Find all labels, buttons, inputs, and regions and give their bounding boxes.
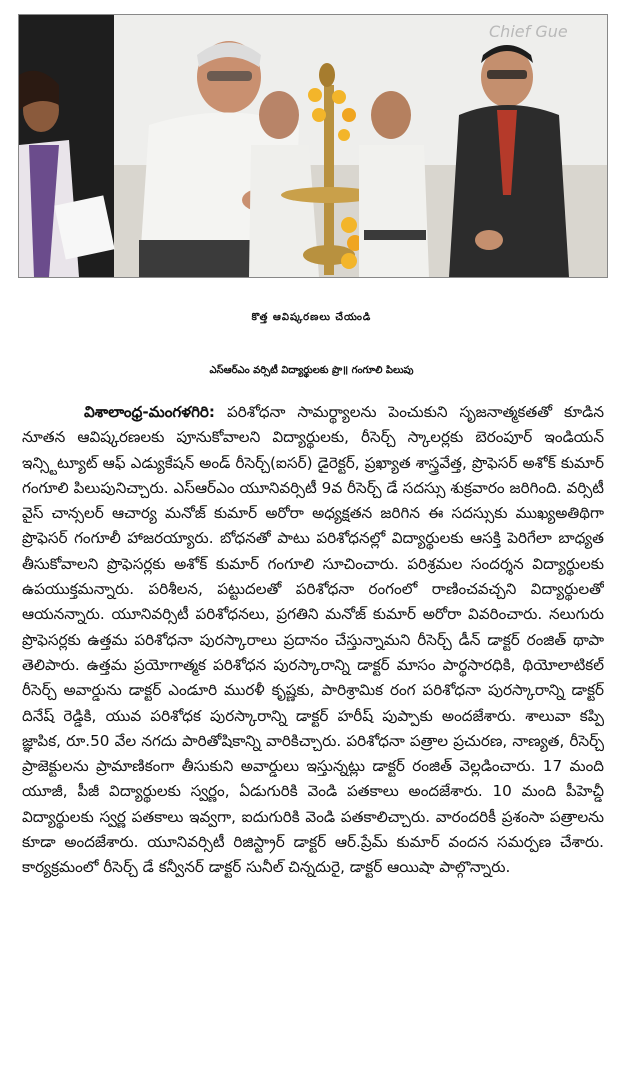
news-photo xyxy=(18,14,608,278)
lamp-lighting-photo xyxy=(19,15,607,277)
article-text: పరిశోధనా సామర్థ్యాలను పెంచుకుని సృజనాత్మకతతో కూడిన నూతన ఆవిష్కరణలకు పూనుకోవాలని విద్యార్థులకు, రీసెర్చ్ స్కాలర్లకు బెరంపూర్ ఇండియన్ ఇన్స్టిట్యూట్ ఆఫ్ ఎడ్యుకేషన్ అండ్ రీసెర్చ్(ఐసర్) డైరెక్టర్, ప్రఖ్యాత శాస్త్రవేత్త, ప్రొఫెసర్ అశోక్ కుమార్ గంగూలి పిలుపునిచ్చారు. ఎస్ఆర్ఎం యూనివర్సిటీ 9వ రీసెర్చ్ డే సదస్సు శుక్రవారం జరిగింది. వర్సిటీ వైస్ చాన్సలర్ ఆచార్య మనోజ్ కుమార్ అరోరా అధ్యక్షతన జరిగిన ఈ సదస్సుకు ముఖ్యఅతిథిగా ప్రొఫెసర్ గంగూలీ హాజరయ్యారు. బోధనతో పాటు పరిశోధనల్లో విద్యార్థులకు ఆసక్తి పెరిగేలా బాధ్యత తీసుకోవాలని ప్రొఫెసర్లకు అశోక్ కుమార్ గంగూలి సూచించారు. పరిశ్రమల సందర్శన విద్యార్థులకు ఉపయుక్తమన్నారు. పరిశీలన, పట్టుదలతో పరిశోధనా రంగంలో రాణించవచ్చని విద్యార్థులతో ఆయనన్నారు. యూనివర్సిటీ పరిశోధనలు, ప్రగతిని మనోజ్ కుమార్ అరోరా వివరించారు. నలుగురు ప్రొఫెసర్లకు ఉత్తమ పరిశోధనా పురస్కారాలు ప్రదానం చేస్తున్నామని రీసెర్చ్ డీన్ డాక్టర్ రంజిత్ థాపా తెలిపారు. ఉత్తమ ప్రయోగాత్మక పరిశోధన పురస్కారాన్ని డాక్టర్ మాసం పార్థసారధికి, థియోలాటికల్ రీసెర్చ్ అవార్డును డాక్టర్ ఎండూరి మురళీ కృష్ణకు, పారిశ్రామిక రంగ పరిశోధనా పురస్కారాన్ని డాక్టర్ దినేష్ రెడ్డికి, యువ పరిశోధక పురస్కారాన్ని డాక్టర్ హరీష్ పుప్పాకు అందజేశారు. శాలువా కప్పి జ్ఞాపిక, రూ.50 వేల నగదు పారితోషికాన్ని వారికిచ్చారు. పరిశోధనా పత్రాల ప్రచురణ, నాణ్యత, రీసెర్చ్ ప్రాజెక్టులను ప్రామాణికంగా తీసుకుని అవార్డులు ఇస్తున్నట్లు డాక్టర్ రంజిత్ వెల్లడించారు. 17 మంది యూజీ, పీజీ విద్యార్థులకు స్వర్ణం, ఏడుగురికి వెండి పతకాలు అందజేశారు. 10 మంది పీహెచ్డీ విద్యార్థులకు స్వర్ణ పతకాలు ఇవ్వగా, ఐదుగురికి వెండి పతకాలిచ్చారు. వారందరికీ ప్రశంసా పత్రాలను కూడా అందజేశారు. యూనివర్సిటీ రిజిస్ట్రార్ డాక్టర్ ఆర్.ప్రేమ్ కుమార్ వందన సమర్పణ చేశారు. కార్యక్రమంలో రీసెర్చ్ డే కన్వీనర్ డాక్టర్ సునీల్ చిన్నదురై, డాక్టర్ ఆయిషా పాల్గొన్నారు. xyxy=(22,403,604,877)
banner-text: Chief Gue xyxy=(489,22,568,41)
dateline: విశాలాంధ్ర-మంగళగిరి: xyxy=(84,403,216,421)
article-body xyxy=(22,400,604,1060)
headline: కొత్త ఆవిష్కరణలు చేయండి xyxy=(251,312,372,323)
subheadline: ఎస్ఆర్ఎం వర్సిటీ విద్యార్థులకు ప్రొ॥ గంగూలి పిలుపు xyxy=(209,365,414,376)
